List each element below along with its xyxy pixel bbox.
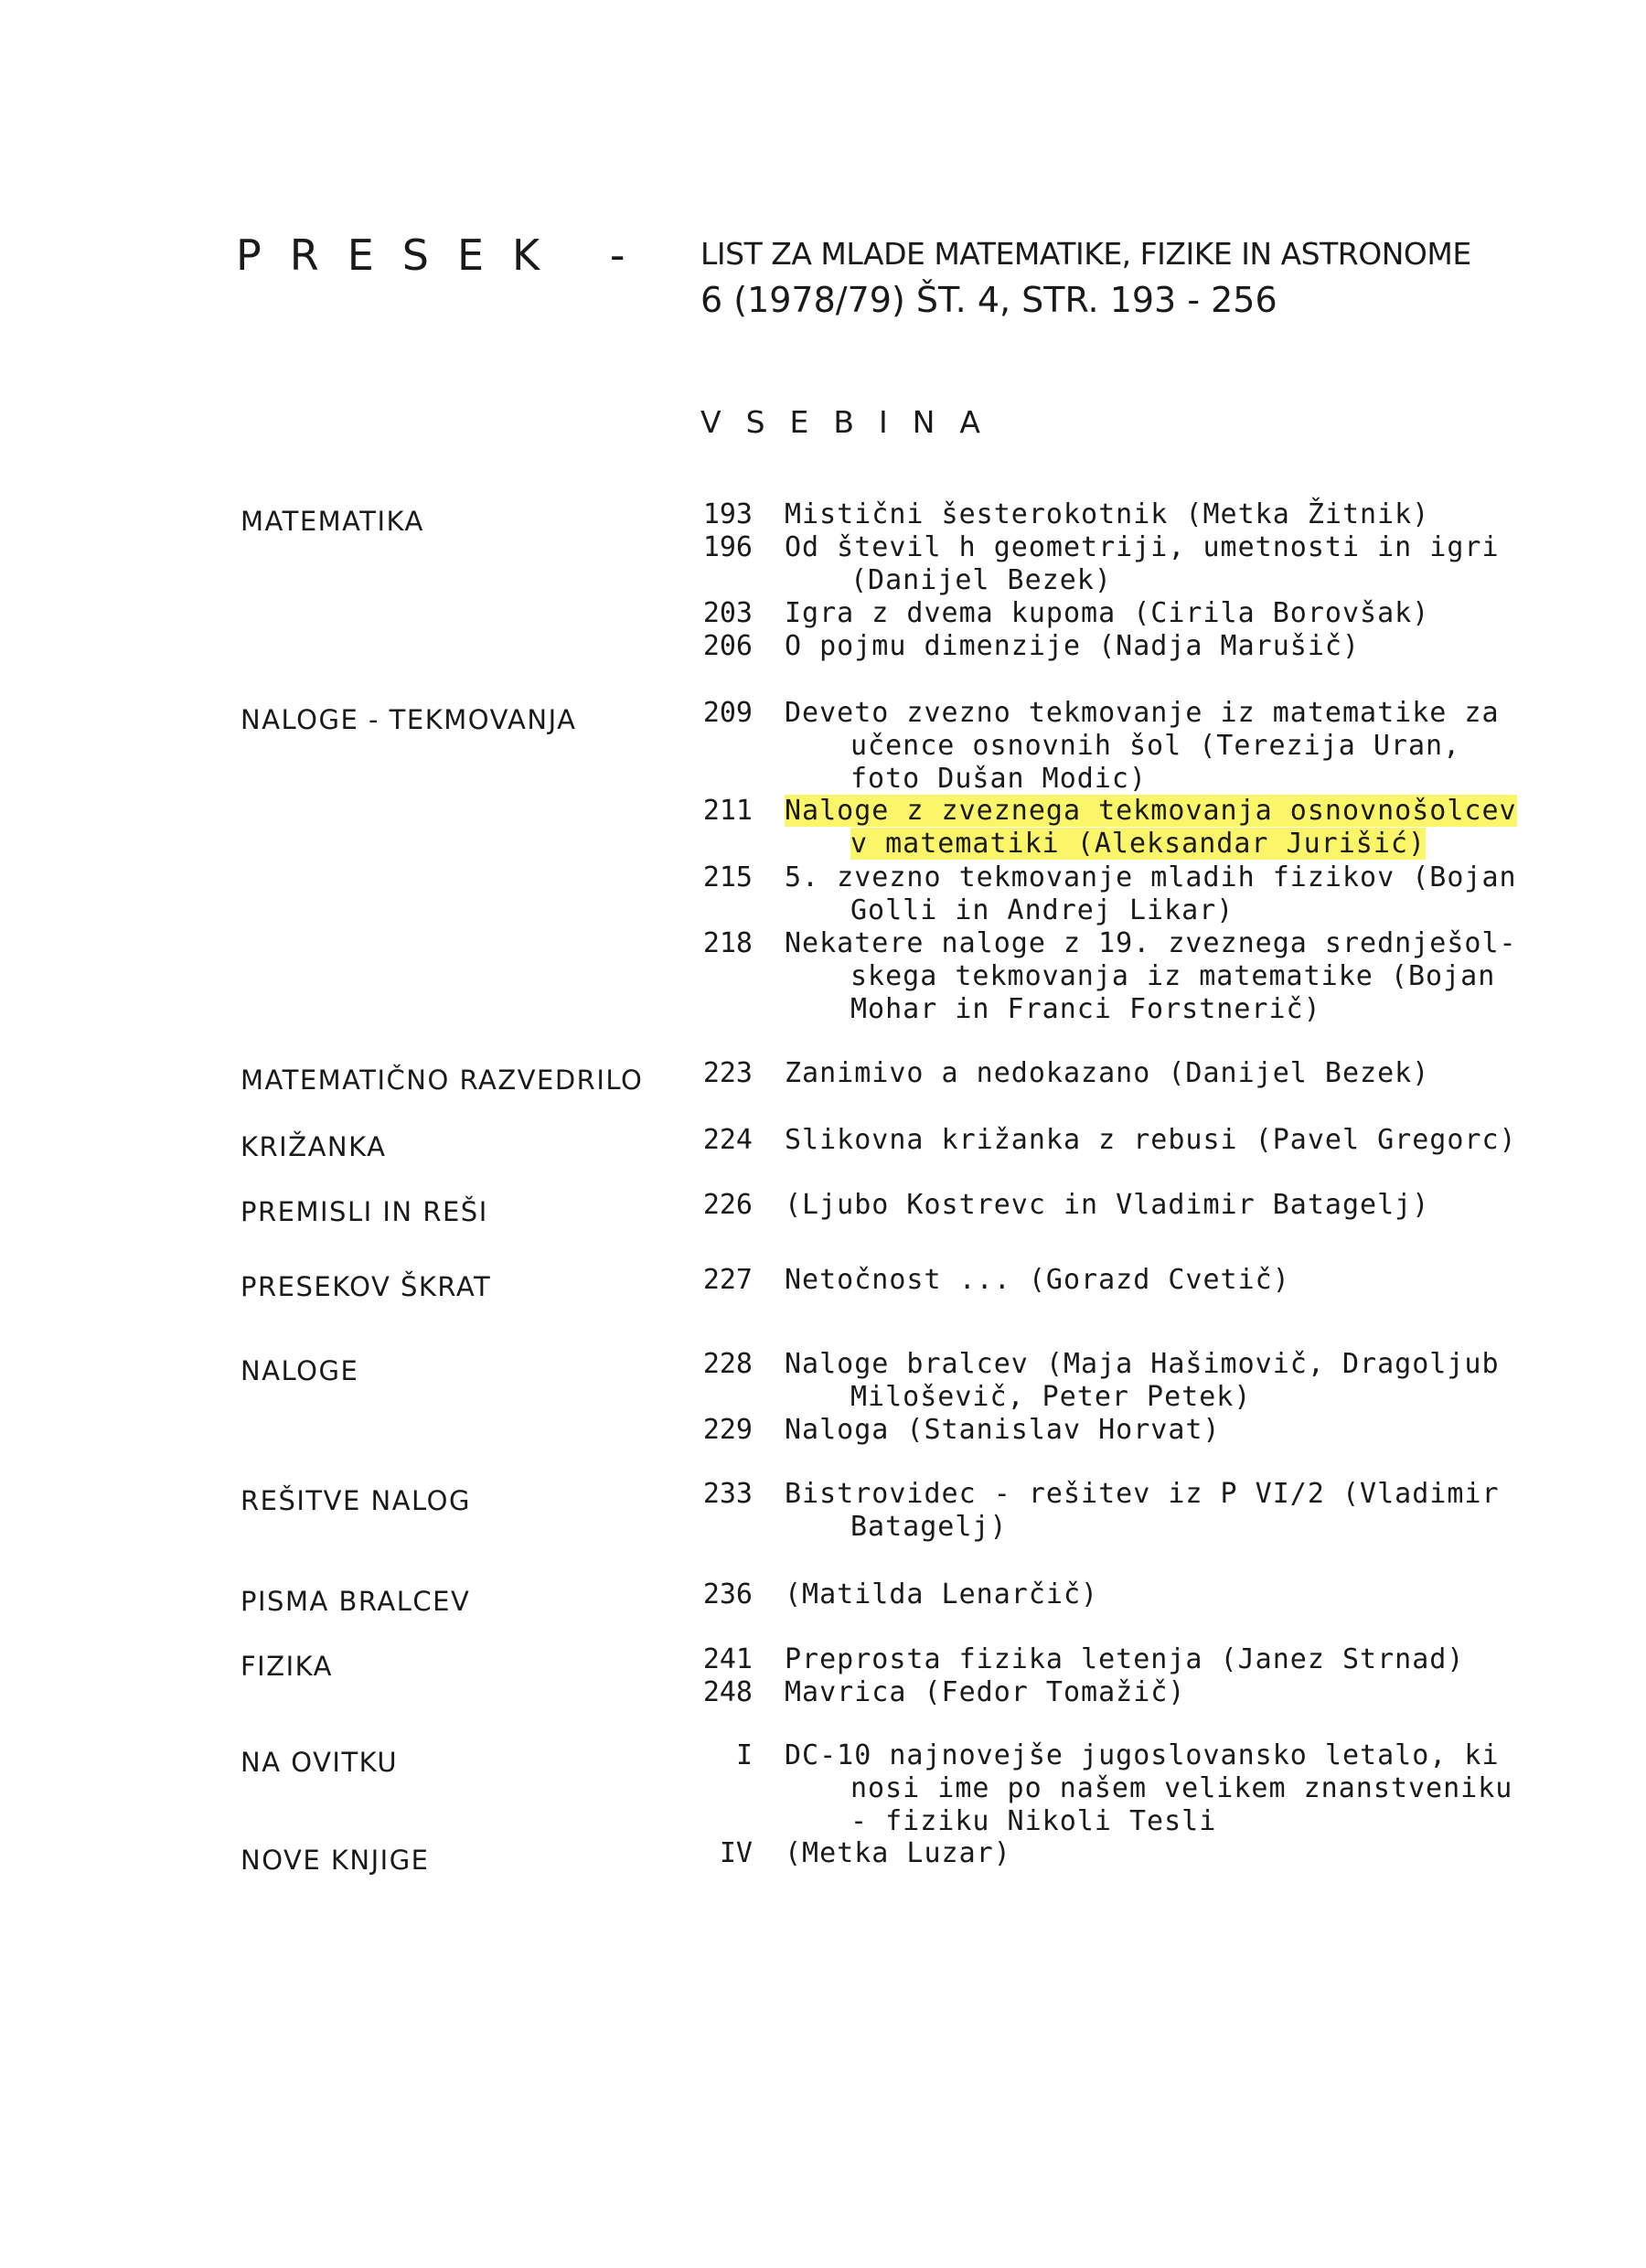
section-category: NALOGE - TEKMOVANJA xyxy=(240,704,577,735)
entry-line: 5. zvezno tekmovanje mladih fizikov (Bojan xyxy=(785,861,1517,893)
entry-title xyxy=(785,927,1517,1026)
entry-page-number: 233 xyxy=(702,1478,753,1510)
entry-page-number: 236 xyxy=(702,1578,753,1610)
entry-title xyxy=(785,697,1500,796)
entry-title xyxy=(785,597,1489,630)
entry-line: Mavrica (Fedor Tomažič) xyxy=(785,1676,1186,1708)
entry-line: Mistični šesterokotnik (Metka Žitnik) xyxy=(785,498,1430,530)
section-category: FIZIKA xyxy=(240,1651,333,1682)
entry-page-number: 224 xyxy=(702,1124,753,1156)
entry-line: Naloga (Stanislav Horvat) xyxy=(785,1414,1221,1446)
entry-line: v matematiki (Aleksandar Jurišić) xyxy=(850,828,1427,860)
section-category: PREMISLI IN REŠI xyxy=(240,1196,488,1227)
section-category: PRESEKOV ŠKRAT xyxy=(240,1271,492,1302)
entry-page-number: 209 xyxy=(702,697,753,729)
entry-page-number: 228 xyxy=(702,1348,753,1380)
entry-page-number: 206 xyxy=(702,630,753,662)
entry-page-number: 203 xyxy=(702,597,753,629)
entry-line: Zanimivo a nedokazano (Danijel Bezek) xyxy=(785,1057,1430,1089)
entry-line: Slikovna križanka z rebusi (Pavel Gregorc) xyxy=(785,1124,1517,1156)
entry-line: skega tekmovanja iz matematike (Bojan xyxy=(850,960,1496,992)
entry-page-number: IV xyxy=(719,1837,753,1869)
entry-line: Naloge bralcev (Maja Hašimovič, Dragoljub xyxy=(785,1348,1500,1380)
magazine-subtitle: LIST ZA MLADE MATEMATIKE, FIZIKE IN ASTRONOME xyxy=(700,236,1471,272)
section-category: MATEMATIČNO RAZVEDRILO xyxy=(240,1064,644,1096)
section-category: NOVE KNJIGE xyxy=(240,1845,430,1876)
entry-page-number: 211 xyxy=(702,795,753,827)
entry-page-number: 223 xyxy=(702,1057,753,1089)
entry-line: O pojmu dimenzije (Nadja Marušič) xyxy=(785,630,1361,662)
contents-title: VSEBINA xyxy=(700,404,1006,440)
entry-line: Miloševič, Peter Petek) xyxy=(850,1381,1252,1413)
entry-line: Deveto zvezno tekmovanje iz matematike za xyxy=(785,697,1500,729)
entry-page-number: 218 xyxy=(702,927,753,959)
entry-title xyxy=(785,1837,1489,1870)
entry-line: - fiziku Nikoli Tesli xyxy=(850,1805,1217,1837)
entry-title xyxy=(785,630,1489,663)
entry-title xyxy=(785,1124,1517,1157)
section-category: REŠITVE NALOG xyxy=(240,1485,471,1516)
section-category: NA OVITKU xyxy=(240,1747,399,1778)
entry-title xyxy=(785,861,1517,927)
entry-line: nosi ime po našem velikem znanstveniku xyxy=(850,1772,1513,1804)
entry-line: Igra z dvema kupoma (Cirila Borovšak) xyxy=(785,597,1430,629)
entry-line: (Matilda Lenarčič) xyxy=(785,1578,1099,1610)
entry-page-number: 215 xyxy=(702,861,753,893)
entry-line: Naloge z zveznega tekmovanja osnovnošolcev xyxy=(785,795,1517,827)
entry-title xyxy=(785,1189,1489,1222)
entry-title xyxy=(785,531,1500,597)
entry-line: Nekatere naloge z 19. zveznega srednješol- xyxy=(785,927,1517,959)
entry-page-number: 227 xyxy=(702,1264,753,1296)
entry-page-number: 241 xyxy=(702,1643,753,1675)
section-category: NALOGE xyxy=(240,1355,359,1386)
entry-title xyxy=(785,1478,1500,1544)
section-category: KRIŽANKA xyxy=(240,1131,387,1162)
entry-title xyxy=(785,498,1489,531)
entry-line: Bistrovidec - rešitev iz P VI/2 (Vladimir xyxy=(785,1478,1500,1510)
entry-page-number: 196 xyxy=(702,531,753,563)
entry-page-number: I xyxy=(735,1739,753,1771)
section-category: PISMA BRALCEV xyxy=(240,1586,471,1617)
entry-line: DC-10 najnovejše jugoslovansko letalo, ki xyxy=(785,1739,1500,1771)
issue-info: 6 (1978/79) ŠT. 4, STR. 193 - 256 xyxy=(700,280,1277,320)
entry-line: učence osnovnih šol (Terezija Uran, xyxy=(850,730,1461,762)
section-category: MATEMATIKA xyxy=(240,506,424,537)
entry-line: Preprosta fizika letenja (Janez Strnad) xyxy=(785,1643,1465,1675)
entry-title xyxy=(785,1264,1489,1297)
magazine-name: PRESEK - xyxy=(236,230,654,280)
entry-line: Batagelj) xyxy=(850,1511,1008,1543)
entry-page-number: 226 xyxy=(702,1189,753,1221)
entry-title xyxy=(785,1643,1489,1676)
entry-page-number: 248 xyxy=(702,1676,753,1708)
entry-line: Golli in Andrej Likar) xyxy=(850,894,1234,926)
entry-title xyxy=(785,1348,1500,1414)
entry-line: (Ljubo Kostrevc in Vladimir Batagelj) xyxy=(785,1189,1430,1221)
entry-title xyxy=(785,1578,1489,1611)
entry-line: (Danijel Bezek) xyxy=(850,564,1112,596)
entry-line: foto Dušan Modic) xyxy=(850,763,1148,795)
highlighted-entry-title xyxy=(785,795,1517,861)
entry-page-number: 193 xyxy=(702,498,753,530)
entry-page-number: 229 xyxy=(702,1414,753,1446)
entry-line: Netočnost ... (Gorazd Cvetič) xyxy=(785,1264,1290,1296)
entry-line: Od števil h geometriji, umetnosti in igri xyxy=(785,531,1500,563)
entry-line: Mohar in Franci Forstnerič) xyxy=(850,993,1321,1025)
entry-title xyxy=(785,1414,1489,1447)
entry-title xyxy=(785,1739,1513,1838)
entry-title xyxy=(785,1676,1489,1709)
entry-line: (Metka Luzar) xyxy=(785,1837,1011,1869)
entry-title xyxy=(785,1057,1489,1090)
